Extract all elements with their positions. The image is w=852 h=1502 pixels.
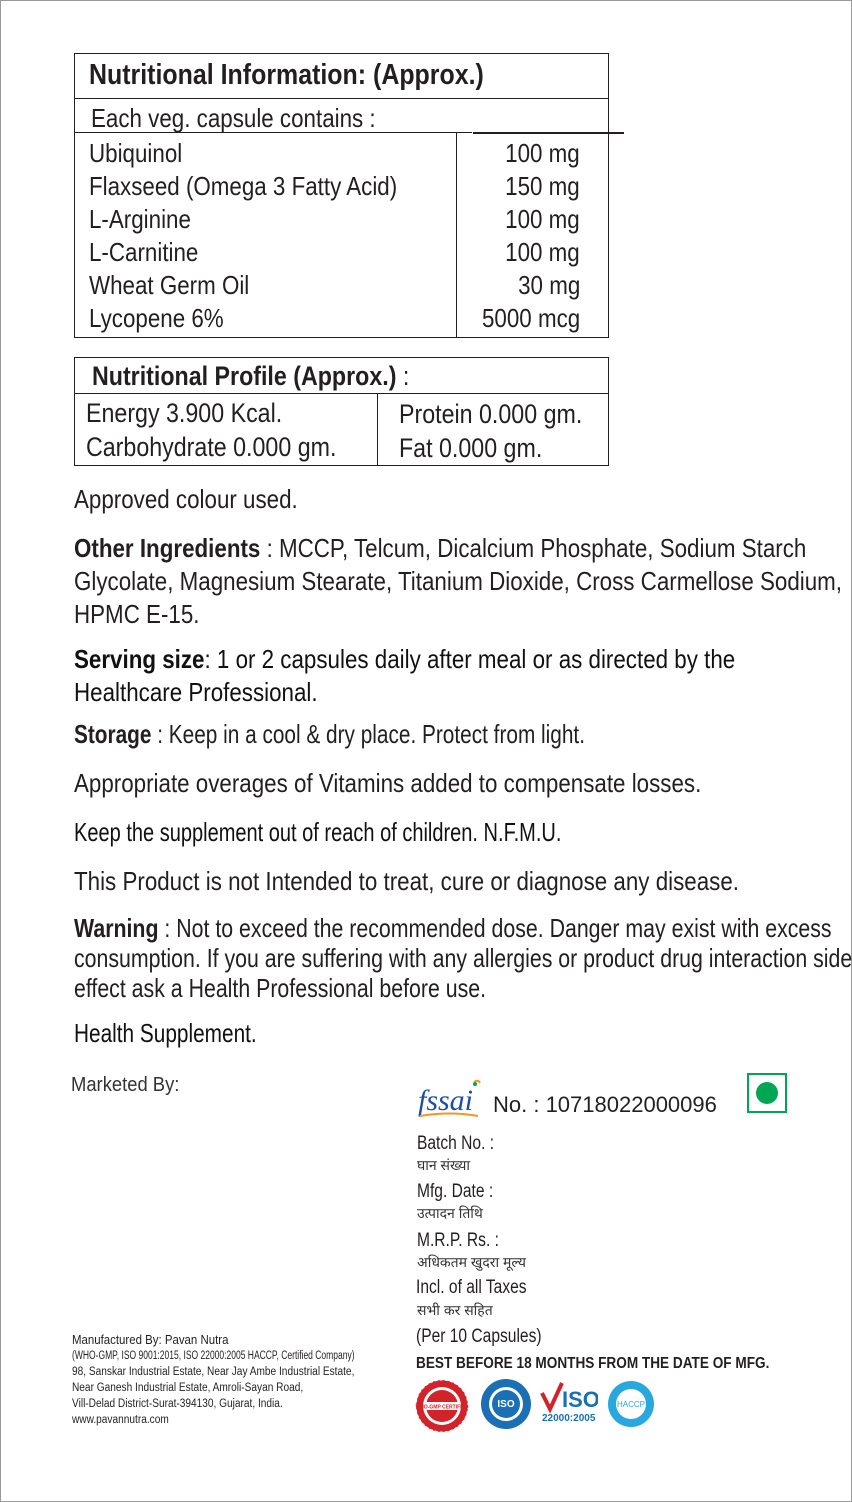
serving-size: Serving size: 1 or 2 capsules daily after meal or as directed by the Healthcare Professional. — [74, 644, 736, 707]
ingredient-name: L-Arginine — [89, 204, 191, 234]
incl-taxes-hindi: सभी कर सहित — [417, 1302, 493, 1318]
overages-text: Appropriate overages of Vitamins added to compensate losses. — [74, 768, 702, 798]
ingredient-name: Wheat Germ Oil — [89, 270, 250, 300]
batch-no-label: Batch No. : — [417, 1133, 495, 1154]
ingredient-name: Flaxseed (Omega 3 Fatty Acid) — [89, 171, 398, 201]
ingredient-amount: 30 mg — [517, 270, 580, 300]
fssai-logo-text: fssai — [418, 1084, 474, 1117]
ingredient-amount: 100 mg — [505, 204, 580, 234]
ingredient-name: Lycopene 6% — [89, 303, 224, 333]
mfg-date-label: Mfg. Date : — [417, 1181, 494, 1202]
nutrition-info-subtitle: Each veg. capsule contains : — [75, 99, 472, 133]
energy-value: Energy 3.900 Kcal. — [86, 398, 283, 428]
batch-no-hindi: घान संख्या — [417, 1157, 470, 1173]
not-intended-text: This Product is not Intended to treat, cure or diagnose any disease. — [74, 866, 739, 896]
nutrition-profile-title: Nutritional Profile (Approx.) : — [75, 358, 608, 394]
protein-value: Protein 0.000 gm. — [399, 399, 583, 429]
incl-taxes-label: Incl. of all Taxes — [416, 1277, 527, 1298]
haccp-badge-icon — [607, 1380, 655, 1428]
manufacturer-block: Manufactured By: Pavan Nutra (WHO-GMP, ISO 9001:2015, ISO 22000:2005 HACCP, Certified Company) 98, Sanskar Industrial Estate, Near Jay Ambe Industrial Estate, Near Ganesh Industrial Estate, Amroli-Sayan Road, Vill-Delad District-Surat-394130, Gujarat, India. www.pavannutra.com — [72, 1332, 355, 1426]
ingredient-amounts — [457, 133, 608, 337]
ingredient-amount: 150 mg — [505, 171, 580, 201]
svg-text:22000:2005: 22000:2005 — [542, 1413, 596, 1424]
fssai-logo-icon — [416, 1078, 484, 1120]
carbohydrate-value: Carbohydrate 0.000 gm. — [86, 432, 337, 462]
storage-text: Storage : Keep in a cool & dry place. Protect from light. — [74, 719, 585, 749]
ingredient-amount: 100 mg — [505, 138, 580, 168]
nutrition-info-title: Nutritional Information: (Approx.) — [75, 54, 608, 99]
iso-9001-badge-icon — [480, 1378, 532, 1430]
ingredient-amount: 5000 mcg — [481, 303, 580, 333]
iso-22000-badge-icon — [540, 1381, 598, 1425]
who-gmp-badge-icon — [414, 1378, 470, 1434]
marketed-by-label: Marketed By: — [71, 1074, 180, 1096]
fat-value: Fat 0.000 gm. — [399, 433, 543, 463]
svg-text:HACCP: HACCP — [616, 1400, 646, 1409]
mfg-date-hindi: उत्पादन तिथि — [417, 1205, 483, 1221]
fssai-license-number: No. : 10718022000096 — [493, 1092, 717, 1117]
best-before-text: BEST BEFORE 18 MONTHS FROM THE DATE OF MFG. — [416, 1355, 770, 1372]
ingredient-names — [75, 133, 457, 337]
nutrition-profile-table — [74, 357, 609, 466]
svg-text:WHO-GMP CERTIFIED: WHO-GMP CERTIFIED — [415, 1404, 469, 1411]
svg-text:ISO: ISO — [562, 1387, 598, 1412]
per-capsules-label: (Per 10 Capsules) — [416, 1326, 542, 1347]
health-supplement-text: Health Supplement. — [74, 1018, 257, 1048]
veg-symbol-icon — [747, 1073, 787, 1113]
ingredient-name: L-Carnitine — [89, 237, 199, 267]
ingredient-amount: 100 mg — [505, 237, 580, 267]
nutrition-info-table — [74, 53, 609, 338]
svg-text:ISO: ISO — [497, 1399, 515, 1410]
other-ingredients: Other Ingredients : MCCP, Telcum, Dicalcium Phosphate, Sodium Starch Glycolate, Magnesium Stearate, Titanium Dioxide, Cross Carmellose Sodium, HPMC E-15. — [74, 533, 843, 629]
warning-text: Warning : Not to exceed the recommended dose. Danger may exist with excess consumption. If you are suffering with any allergies or product drug interaction side effect ask a Health Professional before use. — [74, 913, 852, 1003]
veg-dot — [756, 1082, 778, 1104]
keep-out-of-reach-text: Keep the supplement out of reach of children. N.F.M.U. — [74, 817, 562, 847]
approved-colour-text: Approved colour used. — [74, 484, 298, 514]
ingredient-name: Ubiquinol — [89, 138, 183, 168]
mrp-label: M.R.P. Rs. : — [417, 1230, 499, 1251]
mrp-hindi: अधिकतम खुदरा मूल्य — [417, 1254, 526, 1270]
